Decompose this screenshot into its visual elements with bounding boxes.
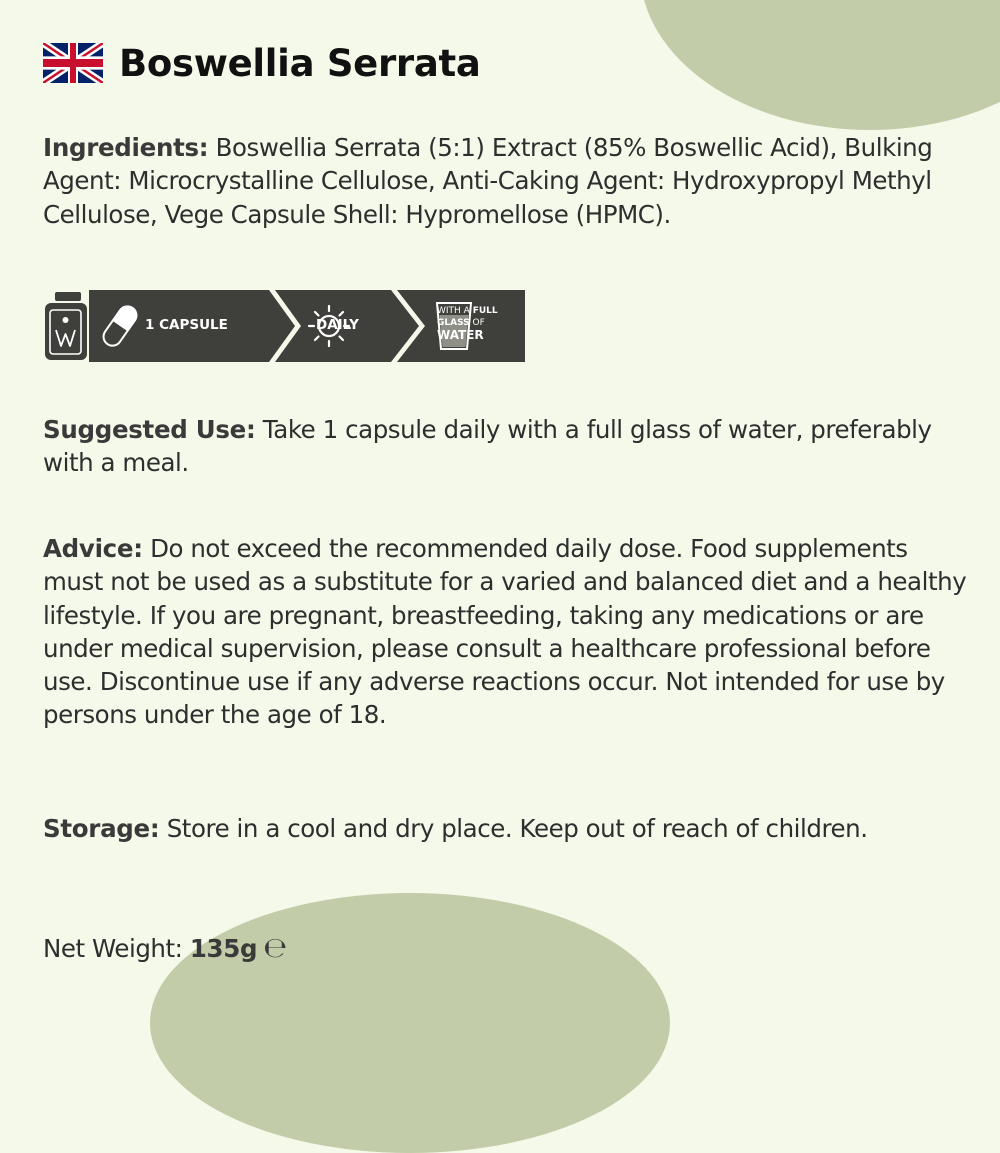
jar-badge [45, 292, 87, 360]
water-line3: WATER [437, 328, 484, 342]
net-weight-label: Net Weight: [43, 934, 183, 963]
water-label [437, 305, 498, 341]
water-line1-b: FULL [472, 306, 498, 316]
header [43, 38, 481, 88]
suggested-use-section [43, 413, 968, 480]
dosage-badges [45, 290, 525, 362]
uk-flag-icon [43, 43, 103, 83]
suggested-use-label: Suggested Use: [43, 415, 256, 444]
ingredients-text: Boswellia Serrata (5:1) Extract (85% Boswellic Acid), Bulking Agent: Microcrystalline Cellulose, Anti-Caking Agent: Hydroxypropyl Methyl Cellulose, Vege Capsule Shell: Hypromellose (HPMC). [43, 133, 933, 229]
water-line1-a: WITH A [437, 306, 473, 316]
storage-text: Store in a cool and dry place. Keep out of reach of children. [166, 814, 868, 843]
suggested-use-text: Take 1 capsule daily with a full glass of water, preferably with a meal. [43, 415, 932, 478]
net-weight-section [43, 931, 968, 965]
estimated-sign-icon: ℮ [263, 931, 287, 964]
storage-label: Storage: [43, 814, 160, 843]
advice-label: Advice: [43, 534, 143, 563]
advice-text: Do not exceed the recommended daily dose. Food supplements must not be used as a substitute for a varied and balanced diet and a healthy lifestyle. If you are pregnant, breastfeeding, taking any medications or are under medical supervision, please consult a healthcare professional before use. Discontinue use if any adverse reactions occur. Not intended for use by persons under the age of 18. [43, 534, 967, 730]
net-weight-value: 135g [189, 934, 258, 963]
water-line2-a: GLASS [437, 318, 470, 328]
daily-label: DAILY [316, 317, 359, 333]
ingredients-label: Ingredients: [43, 133, 209, 162]
ingredients-section [43, 131, 968, 231]
decorative-blob-top [640, 0, 1000, 130]
water-line2-b: OF [469, 318, 485, 328]
advice-section [43, 532, 968, 732]
storage-section [43, 812, 968, 845]
capsule-label: 1 CAPSULE [145, 317, 228, 333]
product-title: Boswellia Serrata [119, 41, 481, 85]
